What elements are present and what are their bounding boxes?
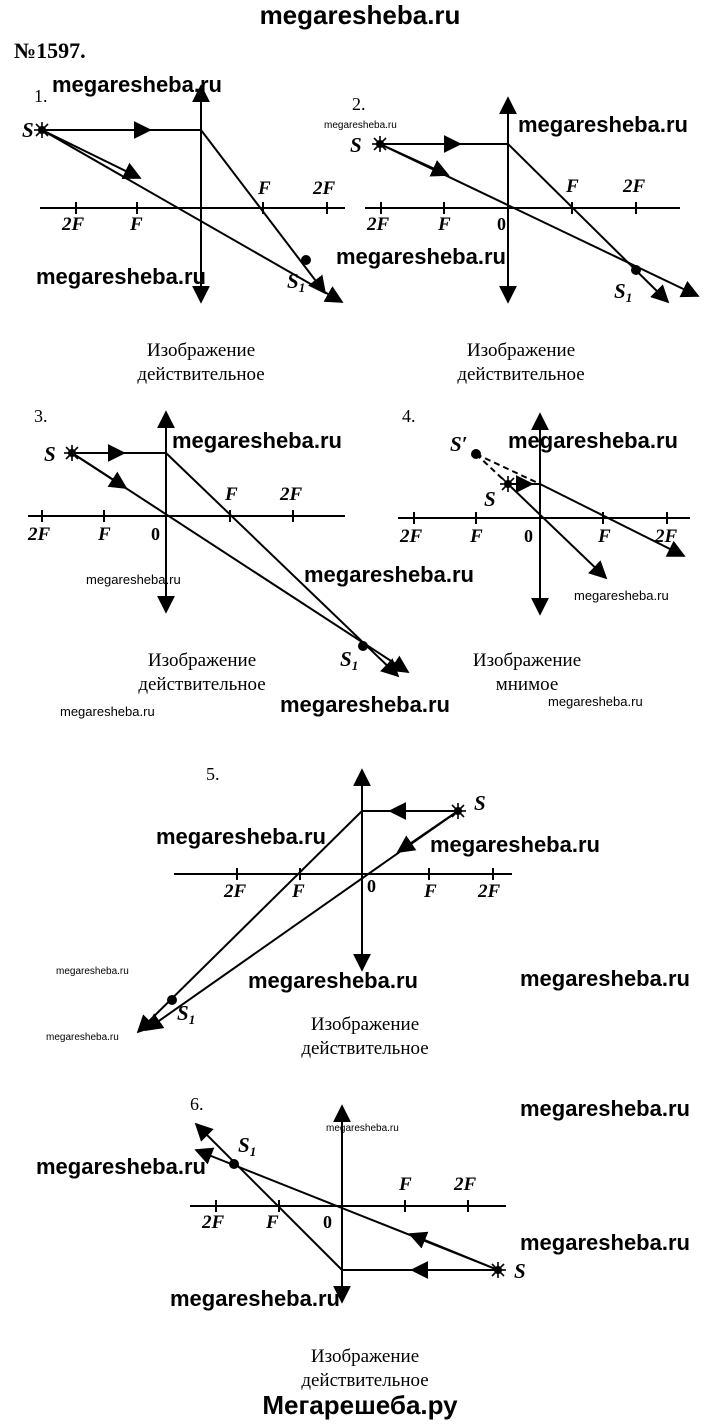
label-2f-right: 2F [454,1174,477,1195]
label-s: S [22,118,34,142]
label-f-right: F [399,1174,412,1195]
watermark: megaresheba.ru [46,1032,119,1043]
label-f-left: F [266,1212,279,1233]
diagram-2 [350,94,698,385]
label-s1: S1 [614,279,633,305]
label-f-left: F [98,524,111,545]
watermark: megaresheba.ru [520,1230,690,1255]
watermark: megaresheba.ru [518,112,688,137]
source-star-icon [500,476,516,492]
label-s1: S1 [238,1133,257,1159]
label-zero: 0 [497,214,506,234]
label-zero: 0 [524,526,533,546]
label-f-left: F [292,881,305,902]
label-s1: S1 [177,1001,196,1027]
diagram-1 [22,86,345,385]
caption-line-2: действительное [457,364,585,385]
label-2f-right: 2F [280,484,303,505]
watermark: megaresheba.ru [172,428,342,453]
source-star-icon [490,1262,506,1278]
watermark: megaresheba.ru [548,694,643,709]
diagram-number: 1. [34,86,48,106]
watermark: megaresheba.ru [304,562,474,587]
label-zero: 0 [323,1212,332,1232]
label-2f-left: 2F [202,1212,225,1233]
source-star-icon [34,122,50,138]
virtual-image-point [471,449,481,459]
diagram-6 [190,1094,526,1391]
image-point [631,265,641,275]
image-point [167,995,177,1005]
caption-line-2: действительное [301,1038,429,1059]
watermark: megaresheba.ru [52,72,222,97]
label-s: S [350,133,362,157]
label-f-left: F [470,526,483,547]
label-s: S [484,487,496,511]
source-star-icon [64,445,80,461]
label-zero: 0 [367,876,376,896]
caption-line-1: Изображение [310,1014,420,1035]
label-s: S [474,791,486,815]
watermark: megaresheba.ru [326,1123,399,1134]
diagram-number: 3. [34,406,48,426]
watermarks [36,72,690,1311]
label-2f-right: 2F [313,178,336,199]
label-s1: S1 [287,269,306,295]
label-f-right: F [424,881,437,902]
watermark: megaresheba.ru [248,968,418,993]
label-2f-left: 2F [28,524,51,545]
caption-line-1: Изображение [466,340,576,361]
label-s: S [514,1259,526,1283]
problem-number: №1597. [14,38,86,63]
watermark: megaresheba.ru [86,572,181,587]
watermark: megaresheba.ru [36,264,206,289]
diagram-number: 5. [206,764,220,784]
label-2f-right: 2F [623,176,646,197]
caption-line-1: Изображение [310,1346,420,1367]
watermark: megaresheba.ru [280,692,450,717]
label-f-right: F [598,526,611,547]
label-f-right: F [225,484,238,505]
watermark: megaresheba.ru [508,428,678,453]
image-point [358,641,368,651]
label-2f-left: 2F [224,881,247,902]
watermark: megaresheba.ru [156,824,326,849]
site-title: megaresheba.ru [259,0,461,30]
label-2f-right: 2F [478,881,501,902]
label-f-right: F [566,176,579,197]
source-star-icon [372,136,388,152]
label-f-right: F [258,178,271,199]
label-2f-left: 2F [400,526,423,547]
label-s: S [44,442,56,466]
image-point [229,1159,239,1169]
watermark: megaresheba.ru [336,244,506,269]
diagram-number: 4. [402,406,416,426]
watermark: megaresheba.ru [574,588,669,603]
label-f-left: F [438,214,451,235]
caption-line-2: действительное [137,364,265,385]
watermark: megaresheba.ru [170,1286,340,1311]
watermark: megaresheba.ru [430,832,600,857]
diagram-number: 6. [190,1094,204,1114]
caption-line-2: мнимое [495,674,559,695]
watermark: megaresheba.ru [324,120,397,131]
label-2f-right: 2F [655,526,678,547]
label-zero: 0 [151,524,160,544]
label-f-left: F [130,214,143,235]
label-s1: S1 [340,647,359,673]
diagram-5 [138,764,512,1059]
label-2f-left: 2F [62,214,85,235]
label-2f-left: 2F [367,214,390,235]
watermark: megaresheba.ru [56,966,129,977]
watermark: megaresheba.ru [520,966,690,991]
caption-line-1: Изображение [147,650,257,671]
label-s-prime: S′ [450,432,468,456]
source-star-icon [450,803,466,819]
caption-line-1: Изображение [146,340,256,361]
watermark: megaresheba.ru [36,1154,206,1179]
caption-line-1: Изображение [472,650,582,671]
caption-line-2: действительное [138,674,266,695]
image-point [301,255,311,265]
caption-line-2: действительное [301,1370,429,1391]
watermark: megaresheba.ru [60,704,155,719]
watermark: megaresheba.ru [520,1096,690,1121]
diagram-number: 2. [352,94,366,114]
footer-site-name: Мегарешеба.ру [262,1390,458,1420]
